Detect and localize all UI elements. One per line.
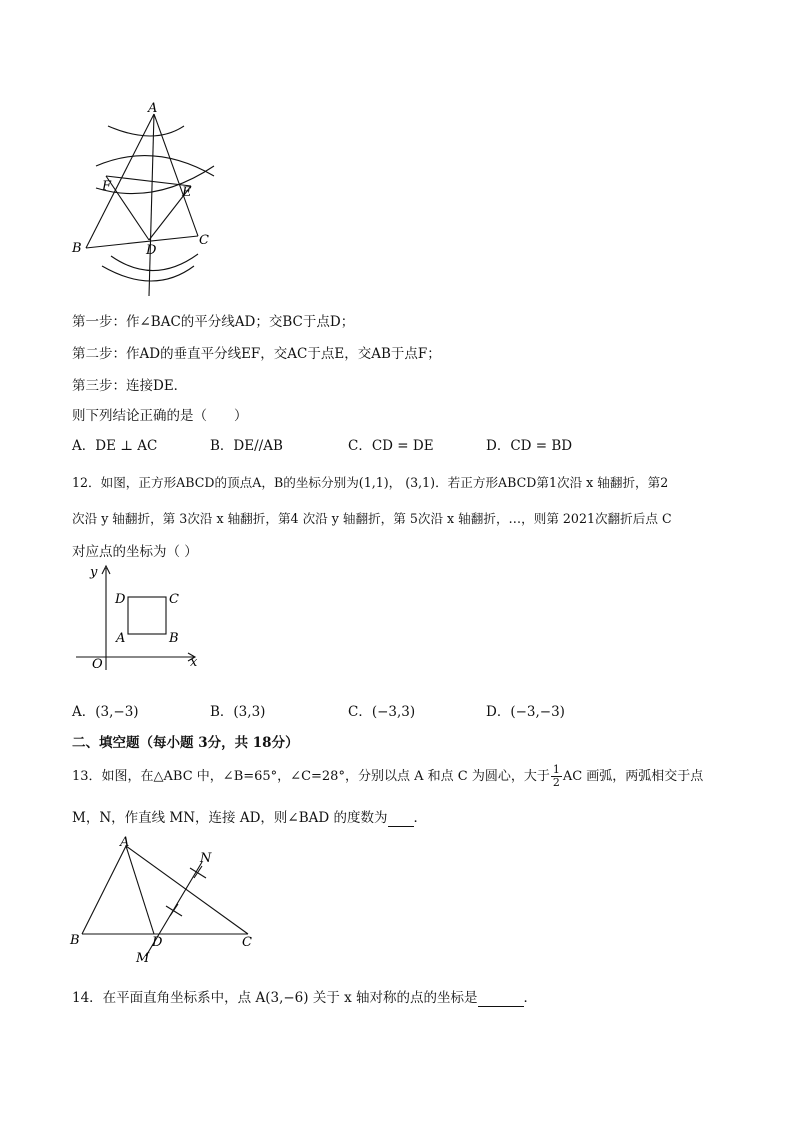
figure-perpendicular-bisector (66, 834, 266, 969)
label-m: M (136, 951, 150, 966)
figure-angle-bisector (66, 96, 226, 302)
arc-mark-1a (166, 906, 182, 916)
fraction-denominator: 2 (552, 776, 560, 789)
label-f: F (102, 179, 112, 194)
label-b: B (70, 933, 80, 948)
bisector-ad (149, 114, 154, 296)
label-e: E (182, 185, 192, 200)
label-c: C (169, 592, 179, 607)
label-d: D (152, 935, 163, 950)
q13-line1-a: 13．如图，在△ABC 中，∠B=65°，∠C=28°，分别以点 A 和点 C 为圆心，大于 (72, 769, 550, 784)
q13-line1 (72, 764, 703, 789)
q12-option-c[interactable]: C．(−3,3) (348, 704, 416, 720)
label-a: A (116, 631, 126, 646)
label-a: A (120, 835, 130, 850)
q11-option-d[interactable]: D．CD = BD (486, 438, 573, 454)
arc-bottom-2 (102, 266, 194, 281)
q12-line1: 12．如图，正方形ABCD的顶点A，B的坐标分别为(1,1)， (3,1)．若正方形ABCD第1次沿 x 轴翻折，第2 (72, 475, 669, 490)
q11-step3: 第三步：连接DE． (72, 378, 188, 394)
section-2-heading: 二、填空题（每小题 3分，共 18分） (72, 735, 299, 751)
q12-line2: 次沿 y 轴翻折，第 3次沿 x 轴翻折，第4 次沿 y 轴翻折，第 5次沿 x 轴翻折，…，则第 2021次翻折后点 C (72, 511, 672, 526)
q11-question: 则下列结论正确的是（ ） (72, 408, 248, 424)
label-b: B (72, 241, 82, 256)
label-b: B (169, 631, 179, 646)
label-x: x (190, 655, 198, 670)
label-d: D (115, 592, 126, 607)
arc-1 (96, 156, 214, 176)
arc-2 (96, 166, 214, 194)
segment-ad (126, 846, 154, 934)
q11-step2: 第二步：作AD的垂直平分线EF，交AC于点E，交AB于点F； (72, 346, 441, 362)
label-c: C (242, 935, 252, 950)
q13-answer-blank[interactable] (388, 810, 414, 827)
side-ab (82, 846, 126, 934)
label-o: O (92, 657, 103, 672)
q14-line (72, 986, 537, 1007)
q11-option-a[interactable]: A．DE ⊥ AC (72, 438, 158, 454)
label-n: N (200, 851, 212, 866)
q13-line2 (72, 806, 427, 827)
label-a: A (148, 101, 158, 116)
side-ac (126, 846, 248, 934)
square-abcd (128, 597, 166, 634)
q14-text: 14．在平面直角坐标系中，点 A(3,−6) 关于 x 轴对称的点的坐标是 (72, 990, 478, 1006)
q12-option-d[interactable]: D．(−3,−3) (486, 704, 565, 720)
arc-top (108, 126, 184, 136)
label-d: D (146, 243, 157, 258)
label-c: C (199, 233, 209, 248)
q13-line1-b: AC 画弧，两弧相交于点 (562, 769, 704, 784)
fraction-one-half (551, 764, 562, 789)
q11-option-b[interactable]: B．DE//AB (210, 438, 283, 454)
fraction-numerator: 1 (552, 763, 560, 776)
q12-line3: 对应点的坐标为（ ） (72, 544, 198, 560)
figure-coordinate-square (70, 560, 210, 675)
line-fd (106, 176, 149, 240)
q13-line2-text: M，N，作直线 MN，连接 AD，则∠BAD 的度数为 (72, 810, 388, 826)
q11-option-c[interactable]: C．CD = DE (348, 438, 434, 454)
side-bc (86, 236, 198, 248)
q12-option-a[interactable]: A．(3,−3) (72, 704, 139, 720)
q12-option-b[interactable]: B．(3,3) (210, 704, 266, 720)
q11-step1: 第一步：作∠BAC的平分线AD；交BC于点D； (72, 314, 355, 330)
label-y: y (90, 565, 98, 580)
q13-line2-end: ． (413, 810, 428, 826)
q14-answer-blank[interactable] (478, 990, 524, 1007)
side-ac (154, 114, 198, 236)
arc-mark-1b (170, 904, 178, 916)
q14-end: ． (523, 990, 538, 1006)
